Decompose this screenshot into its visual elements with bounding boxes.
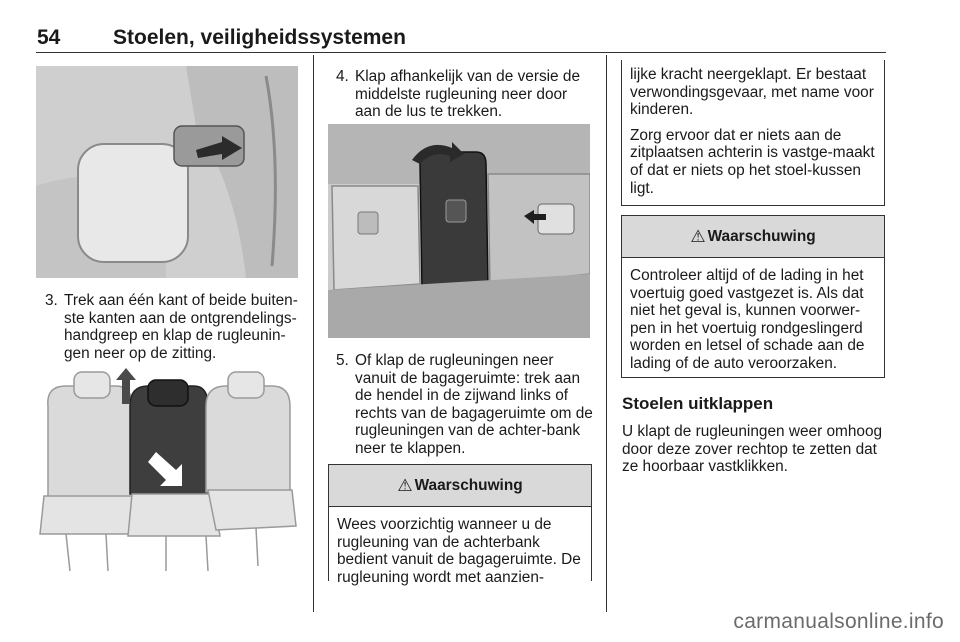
warning-box-2 — [621, 215, 885, 378]
column-divider-right — [606, 55, 607, 612]
warning-continued-text-2: Zorg ervoor dat er niets aan de zitplaatsen achterin is vastge-maakt of dat er niets op het stoel-kussen ligt. — [630, 126, 875, 197]
section-text: U klapt de rugleuningen weer omhoog door deze zover rechtop te zetten dat ze hoorbaar vastklikken. — [622, 423, 883, 476]
warning-body-2: Controleer altijd of de lading in het voertuig goed vastgezet is. Als dat niet het geval is, kunnen voorwer-pen in het voertuig rondgeslingerd worden en letsel of schade aan de lading of de auto veroorzaken. — [630, 267, 865, 372]
page-number: 54 — [37, 26, 61, 49]
header-rule — [36, 52, 886, 53]
warning-heading-1: ⚠ Waarschuwing — [329, 465, 591, 507]
watermark: carmanualsonline.info — [733, 610, 944, 633]
column-divider-left — [313, 55, 314, 612]
step-4: 4. Klap afhankelijk van de versie de middelste rugleuning neer door aan de lus te trekken. — [336, 68, 581, 121]
warning-heading-2: ⚠ Waarschuwing — [622, 216, 884, 258]
warning-triangle-icon: ⚠ — [397, 475, 413, 495]
step-5: 5. Of klap de rugleuningen neer vanuit de bagageruimte: trek aan de hendel in de zijwand links of rechts van de bagageruimte om de rugleuningen van de achter-bank neer te klappen. — [336, 352, 593, 457]
page-header — [0, 0, 960, 52]
warning-body-1: Wees voorzichtig wanneer u de rugleuning van de achterbank bedient vanuit de bagageruimte. De rugleuning wordt met aanzien- — [337, 516, 581, 586]
warning-triangle-icon: ⚠ — [690, 226, 706, 246]
warning-continued-text: lijke kracht neergeklapt. Er bestaat verwondingsgevaar, met name voor kinderen. — [630, 66, 874, 119]
page-title: Stoelen, veiligheidssystemen — [113, 26, 406, 49]
section-heading: Stoelen uitklappen — [622, 394, 774, 413]
step-3: 3. Trek aan één kant of beide buiten-ste kanten aan de ontgrendelings-handgreep en klap de rugleunin-gen neer op de zitting. — [45, 292, 298, 362]
headrest-release-photo — [36, 66, 298, 278]
warning-box-1 — [328, 464, 592, 586]
middle-backrest-photo — [328, 124, 590, 338]
rear-seats-illustration — [36, 366, 298, 576]
warning-box-1-continued — [621, 60, 885, 206]
